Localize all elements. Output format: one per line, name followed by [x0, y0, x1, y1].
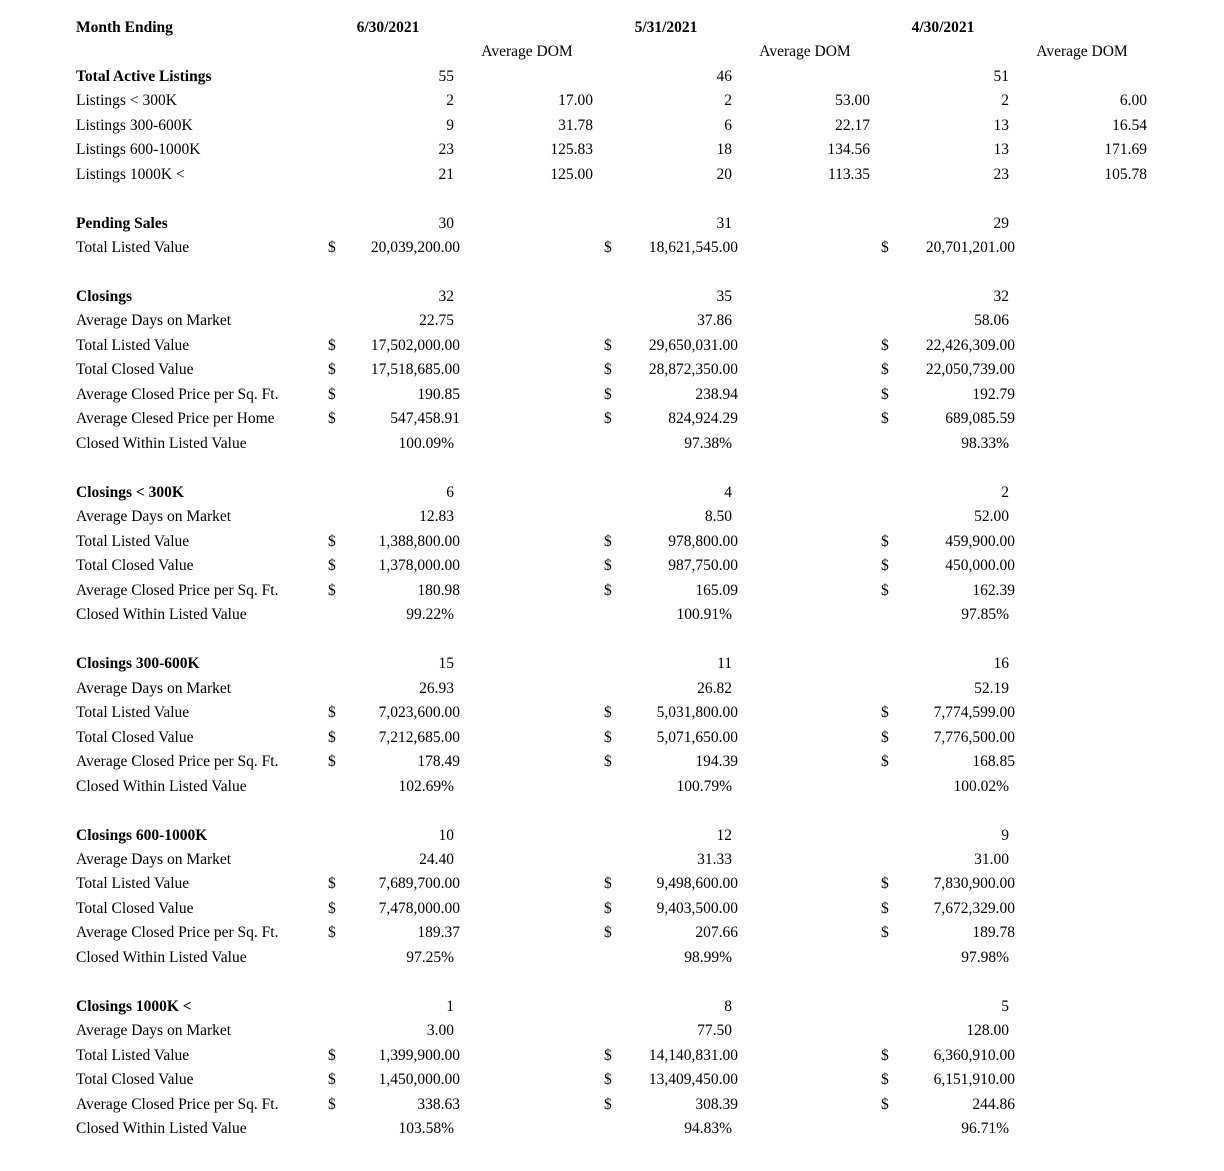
- value-cell: 189.78: [972, 924, 1015, 941]
- average-dom-cell: 31.78: [558, 117, 593, 134]
- value-cell: 10: [438, 827, 454, 844]
- table-row: [0, 532, 1224, 556]
- currency-symbol: $: [328, 753, 336, 770]
- currency-symbol: $: [604, 410, 612, 427]
- table-row: [0, 214, 1224, 238]
- currency-symbol: $: [881, 1071, 889, 1088]
- table-row: [0, 360, 1224, 384]
- table-row: [0, 826, 1224, 850]
- currency-symbol: $: [881, 1096, 889, 1113]
- value-cell: 94.83%: [684, 1120, 732, 1137]
- value-cell: 29,650,031.00: [648, 337, 738, 354]
- value-cell: 32: [993, 288, 1009, 305]
- value-cell: 128.00: [966, 1022, 1009, 1039]
- average-dom-cell: 125.83: [550, 141, 593, 158]
- average-dom-cell: 17.00: [558, 92, 593, 109]
- currency-symbol: $: [604, 557, 612, 574]
- currency-symbol: $: [604, 582, 612, 599]
- currency-symbol: $: [881, 900, 889, 917]
- value-cell: 31.00: [974, 851, 1009, 868]
- table-row: [0, 409, 1224, 433]
- value-cell: 11: [717, 655, 732, 672]
- table-row: [0, 1021, 1224, 1045]
- table-row: [0, 948, 1224, 972]
- value-cell: 13,409,450.00: [648, 1071, 738, 1088]
- value-cell: 824,924.29: [668, 410, 738, 427]
- dom-header-row: [0, 42, 1224, 66]
- value-cell: 100.91%: [676, 606, 732, 623]
- table-row: [0, 434, 1224, 458]
- value-cell: 103.58%: [398, 1120, 454, 1137]
- value-cell: 244.86: [972, 1096, 1015, 1113]
- currency-symbol: $: [604, 239, 612, 256]
- value-cell: 12: [716, 827, 732, 844]
- currency-symbol: $: [604, 386, 612, 403]
- row-label: Average Clesed Price per Home: [76, 410, 275, 427]
- table-row: [0, 874, 1224, 898]
- currency-symbol: $: [881, 729, 889, 746]
- value-cell: 46: [716, 68, 732, 85]
- row-label: Average Closed Price per Sq. Ft.: [76, 386, 279, 403]
- row-label: Listings 600-1000K: [76, 141, 201, 158]
- value-cell: 12.83: [419, 508, 454, 525]
- currency-symbol: $: [881, 361, 889, 378]
- table-row: [0, 1119, 1224, 1143]
- value-cell: 1,450,000.00: [378, 1071, 460, 1088]
- value-cell: 52.00: [974, 508, 1009, 525]
- value-cell: 55: [438, 68, 454, 85]
- value-cell: 165.09: [695, 582, 738, 599]
- value-cell: 31.33: [697, 851, 732, 868]
- currency-symbol: $: [328, 1071, 336, 1088]
- value-cell: 97.85%: [961, 606, 1009, 623]
- row-label: Average Days on Market: [76, 851, 232, 868]
- table-row: [0, 1095, 1224, 1119]
- currency-symbol: $: [881, 875, 889, 892]
- table-row: [0, 605, 1224, 629]
- value-cell: 207.66: [695, 924, 738, 941]
- value-cell: 450,000.00: [945, 557, 1015, 574]
- value-cell: 100.02%: [953, 778, 1009, 795]
- table-row: [0, 507, 1224, 531]
- value-cell: 5: [1001, 998, 1009, 1015]
- currency-symbol: $: [328, 557, 336, 574]
- section-title: Total Active Listings: [76, 68, 212, 85]
- value-cell: 9: [1001, 827, 1009, 844]
- row-label: Total Closed Value: [76, 900, 194, 917]
- table-row: [0, 140, 1224, 164]
- value-cell: 20: [716, 166, 732, 183]
- currency-symbol: $: [604, 337, 612, 354]
- currency-symbol: $: [328, 704, 336, 721]
- value-cell: 24.40: [419, 851, 454, 868]
- row-label: Closed Within Listed Value: [76, 435, 247, 452]
- value-cell: 547,458.91: [390, 410, 460, 427]
- value-cell: 16: [993, 655, 1009, 672]
- average-dom-cell: 113.35: [827, 166, 870, 183]
- currency-symbol: $: [604, 533, 612, 550]
- currency-symbol: $: [604, 875, 612, 892]
- value-cell: 978,800.00: [668, 533, 738, 550]
- section-title: Closings < 300K: [76, 484, 184, 501]
- currency-symbol: $: [328, 337, 336, 354]
- row-label: Total Listed Value: [76, 704, 190, 721]
- currency-symbol: $: [604, 924, 612, 941]
- row-label: Average Days on Market: [76, 312, 232, 329]
- value-cell: 168.85: [972, 753, 1015, 770]
- header-row: [0, 18, 1224, 42]
- currency-symbol: $: [881, 753, 889, 770]
- table-row: [0, 728, 1224, 752]
- section-title: Closings 1000K <: [76, 998, 192, 1015]
- value-cell: 20,039,200.00: [370, 239, 460, 256]
- table-row: [0, 581, 1224, 605]
- value-cell: 31: [716, 215, 732, 232]
- value-cell: 22,050,739.00: [925, 361, 1015, 378]
- value-cell: 97.38%: [684, 435, 732, 452]
- currency-symbol: $: [881, 533, 889, 550]
- section-title: Closings: [76, 288, 132, 305]
- value-cell: 100.09%: [398, 435, 454, 452]
- value-cell: 29: [993, 215, 1009, 232]
- currency-symbol: $: [328, 582, 336, 599]
- value-cell: 7,212,685.00: [378, 729, 460, 746]
- value-cell: 1,388,800.00: [378, 533, 460, 550]
- section-title: Closings 600-1000K: [76, 827, 208, 844]
- table-row: [0, 165, 1224, 189]
- table-row: [0, 1070, 1224, 1094]
- row-label: Total Listed Value: [76, 1047, 190, 1064]
- table-row: [0, 997, 1224, 1021]
- value-cell: 5,031,800.00: [656, 704, 738, 721]
- table-row: [0, 67, 1224, 91]
- value-cell: 7,774,599.00: [933, 704, 1015, 721]
- value-cell: 22.75: [419, 312, 454, 329]
- row-label: Listings 1000K <: [76, 166, 185, 183]
- value-cell: 180.98: [417, 582, 460, 599]
- currency-symbol: $: [328, 361, 336, 378]
- average-dom-header-3: Average DOM: [1036, 43, 1128, 60]
- value-cell: 338.63: [417, 1096, 460, 1113]
- value-cell: 459,900.00: [945, 533, 1015, 550]
- currency-symbol: $: [328, 1096, 336, 1113]
- row-label: Total Listed Value: [76, 875, 190, 892]
- value-cell: 1,378,000.00: [378, 557, 460, 574]
- value-cell: 98.33%: [961, 435, 1009, 452]
- currency-symbol: $: [604, 753, 612, 770]
- value-cell: 7,672,329.00: [933, 900, 1015, 917]
- table-row: [0, 91, 1224, 115]
- value-cell: 7,830,900.00: [933, 875, 1015, 892]
- value-cell: 21: [438, 166, 454, 183]
- value-cell: 7,776,500.00: [933, 729, 1015, 746]
- value-cell: 7,478,000.00: [378, 900, 460, 917]
- row-label: Total Closed Value: [76, 729, 194, 746]
- row-label: Average Closed Price per Sq. Ft.: [76, 1096, 279, 1113]
- value-cell: 20,701,201.00: [925, 239, 1015, 256]
- currency-symbol: $: [328, 875, 336, 892]
- value-cell: 2: [724, 92, 732, 109]
- currency-symbol: $: [604, 361, 612, 378]
- average-dom-cell: 6.00: [1119, 92, 1147, 109]
- table-row: [0, 654, 1224, 678]
- value-cell: 26.93: [419, 680, 454, 697]
- table-row: [0, 923, 1224, 947]
- currency-symbol: $: [604, 1071, 612, 1088]
- value-cell: 194.39: [695, 753, 738, 770]
- table-row: [0, 336, 1224, 360]
- table-row: [0, 752, 1224, 776]
- month-header-2: 5/31/2021: [634, 19, 698, 36]
- row-label: Total Listed Value: [76, 239, 190, 256]
- average-dom-cell: 171.69: [1104, 141, 1147, 158]
- currency-symbol: $: [328, 533, 336, 550]
- value-cell: 1,399,900.00: [378, 1047, 460, 1064]
- currency-symbol: $: [881, 924, 889, 941]
- value-cell: 238.94: [695, 386, 738, 403]
- value-cell: 15: [438, 655, 454, 672]
- row-label: Average Days on Market: [76, 1022, 232, 1039]
- table-row: [0, 556, 1224, 580]
- table-row: [0, 899, 1224, 923]
- month-header-1: 6/30/2021: [356, 19, 420, 36]
- value-cell: 5,071,650.00: [656, 729, 738, 746]
- value-cell: 1: [446, 998, 454, 1015]
- currency-symbol: $: [604, 1096, 612, 1113]
- value-cell: 190.85: [417, 386, 460, 403]
- value-cell: 52.19: [974, 680, 1009, 697]
- value-cell: 192.79: [972, 386, 1015, 403]
- row-label: Total Listed Value: [76, 533, 190, 550]
- value-cell: 14,140,831.00: [648, 1047, 738, 1064]
- table-row: [0, 238, 1224, 262]
- average-dom-cell: 105.78: [1104, 166, 1147, 183]
- value-cell: 6,360,910.00: [933, 1047, 1015, 1064]
- currency-symbol: $: [328, 1047, 336, 1064]
- value-cell: 13: [993, 141, 1009, 158]
- currency-symbol: $: [328, 900, 336, 917]
- table-row: [0, 703, 1224, 727]
- row-label: Total Closed Value: [76, 1071, 194, 1088]
- currency-symbol: $: [328, 410, 336, 427]
- currency-symbol: $: [328, 729, 336, 746]
- table-row: [0, 385, 1224, 409]
- value-cell: 18,621,545.00: [648, 239, 738, 256]
- value-cell: 77.50: [697, 1022, 732, 1039]
- section-title: Pending Sales: [76, 215, 168, 232]
- currency-symbol: $: [881, 704, 889, 721]
- currency-symbol: $: [881, 557, 889, 574]
- value-cell: 96.71%: [961, 1120, 1009, 1137]
- row-label: Total Closed Value: [76, 557, 194, 574]
- value-cell: 99.22%: [406, 606, 454, 623]
- currency-symbol: $: [604, 900, 612, 917]
- currency-symbol: $: [328, 924, 336, 941]
- value-cell: 2: [446, 92, 454, 109]
- row-label: Listings < 300K: [76, 92, 177, 109]
- value-cell: 308.39: [695, 1096, 738, 1113]
- currency-symbol: $: [881, 386, 889, 403]
- table-row: [0, 850, 1224, 874]
- value-cell: 97.98%: [961, 949, 1009, 966]
- currency-symbol: $: [881, 582, 889, 599]
- row-label: Closed Within Listed Value: [76, 949, 247, 966]
- value-cell: 8: [724, 998, 732, 1015]
- table-row: [0, 1046, 1224, 1070]
- value-cell: 28,872,350.00: [648, 361, 738, 378]
- row-label: Closed Within Listed Value: [76, 778, 247, 795]
- value-cell: 37.86: [697, 312, 732, 329]
- row-label: Average Closed Price per Sq. Ft.: [76, 753, 279, 770]
- month-ending-label: Month Ending: [76, 19, 173, 36]
- month-header-3: 4/30/2021: [911, 19, 975, 36]
- value-cell: 97.25%: [406, 949, 454, 966]
- table-row: [0, 679, 1224, 703]
- row-label: Average Days on Market: [76, 680, 232, 697]
- value-cell: 51: [993, 68, 1009, 85]
- currency-symbol: $: [881, 337, 889, 354]
- value-cell: 689,085.59: [945, 410, 1015, 427]
- average-dom-header-1: Average DOM: [481, 43, 573, 60]
- currency-symbol: $: [604, 729, 612, 746]
- value-cell: 98.99%: [684, 949, 732, 966]
- value-cell: 17,502,000.00: [370, 337, 460, 354]
- table-row: [0, 116, 1224, 140]
- value-cell: 2: [1001, 92, 1009, 109]
- value-cell: 9,403,500.00: [656, 900, 738, 917]
- value-cell: 102.69%: [398, 778, 454, 795]
- currency-symbol: $: [604, 704, 612, 721]
- average-dom-cell: 53.00: [835, 92, 870, 109]
- value-cell: 13: [993, 117, 1009, 134]
- value-cell: 4: [724, 484, 732, 501]
- value-cell: 6,151,910.00: [933, 1071, 1015, 1088]
- value-cell: 23: [993, 166, 1009, 183]
- row-label: Closed Within Listed Value: [76, 606, 247, 623]
- value-cell: 7,023,600.00: [378, 704, 460, 721]
- currency-symbol: $: [881, 1047, 889, 1064]
- currency-symbol: $: [328, 386, 336, 403]
- value-cell: 189.37: [417, 924, 460, 941]
- row-label: Average Days on Market: [76, 508, 232, 525]
- row-label: Average Closed Price per Sq. Ft.: [76, 924, 279, 941]
- value-cell: 987,750.00: [668, 557, 738, 574]
- value-cell: 32: [438, 288, 454, 305]
- value-cell: 7,689,700.00: [378, 875, 460, 892]
- value-cell: 17,518,685.00: [370, 361, 460, 378]
- value-cell: 35: [716, 288, 732, 305]
- value-cell: 58.06: [974, 312, 1009, 329]
- value-cell: 23: [438, 141, 454, 158]
- value-cell: 178.49: [417, 753, 460, 770]
- average-dom-cell: 134.56: [827, 141, 870, 158]
- average-dom-cell: 22.17: [835, 117, 870, 134]
- value-cell: 8.50: [704, 508, 732, 525]
- value-cell: 2: [1001, 484, 1009, 501]
- value-cell: 100.79%: [676, 778, 732, 795]
- currency-symbol: $: [881, 410, 889, 427]
- row-label: Total Listed Value: [76, 337, 190, 354]
- value-cell: 162.39: [972, 582, 1015, 599]
- row-label: Listings 300-600K: [76, 117, 193, 134]
- row-label: Closed Within Listed Value: [76, 1120, 247, 1137]
- table-row: [0, 777, 1224, 801]
- table-row: [0, 483, 1224, 507]
- value-cell: 3.00: [426, 1022, 454, 1039]
- row-label: Average Closed Price per Sq. Ft.: [76, 582, 279, 599]
- section-title: Closings 300-600K: [76, 655, 200, 672]
- average-dom-header-2: Average DOM: [759, 43, 851, 60]
- currency-symbol: $: [881, 239, 889, 256]
- average-dom-cell: 125.00: [550, 166, 593, 183]
- value-cell: 18: [716, 141, 732, 158]
- value-cell: 6: [724, 117, 732, 134]
- table-row: [0, 311, 1224, 335]
- value-cell: 26.82: [697, 680, 732, 697]
- currency-symbol: $: [604, 1047, 612, 1064]
- value-cell: 30: [438, 215, 454, 232]
- value-cell: 9: [446, 117, 454, 134]
- value-cell: 9,498,600.00: [656, 875, 738, 892]
- value-cell: 22,426,309.00: [925, 337, 1015, 354]
- value-cell: 6: [446, 484, 454, 501]
- currency-symbol: $: [328, 239, 336, 256]
- row-label: Total Closed Value: [76, 361, 194, 378]
- table-row: [0, 287, 1224, 311]
- average-dom-cell: 16.54: [1112, 117, 1147, 134]
